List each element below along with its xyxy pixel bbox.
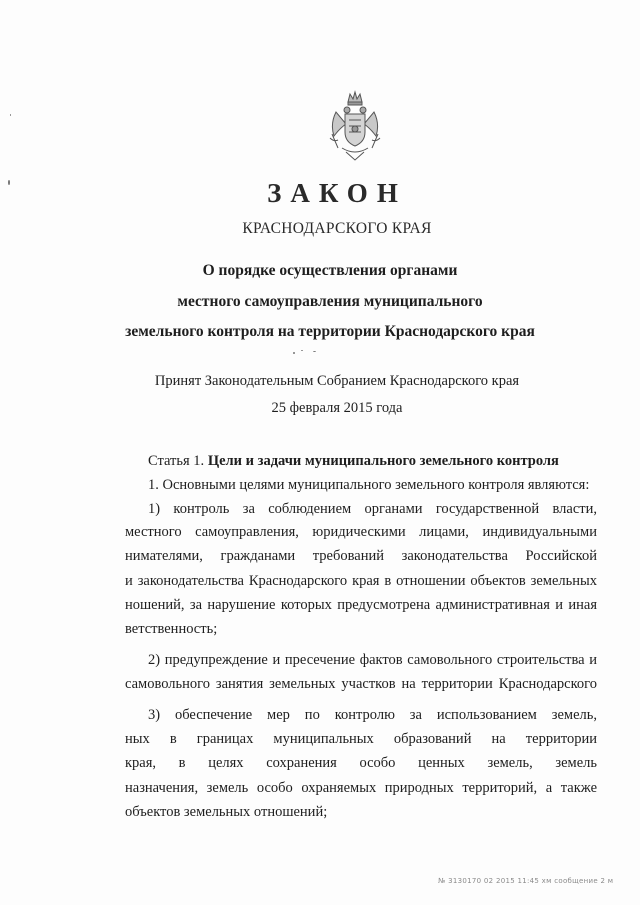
scan-speck (301, 350, 303, 351)
item-3-line: ных в границах муниципальных образований на территории (125, 731, 597, 747)
item-3-line: края, в целях сохранения особо ценных земель, земель (125, 755, 597, 771)
article-1-intro: 1. Основными целями муниципального земельного контроля являются: (148, 477, 590, 493)
item-3-line: назначения, земель особо охраняемых природных территорий, а также (125, 780, 597, 796)
article-1-prefix: Статья 1. (148, 453, 205, 469)
law-heading: ЗАКОН (267, 178, 407, 208)
item-1-line: 1) контроль за соблюдением органами государственной власти, (148, 501, 597, 517)
item-1-line: местного самоуправления, юридическими лицами, индивидуальными (125, 524, 597, 540)
item-1-line: ветственность; (125, 621, 218, 637)
item-3-line: объектов земельных отношений; (125, 804, 328, 820)
item-2-line: 2) предупреждение и пресечение фактов самовольного строительства и (148, 652, 597, 668)
adoption-date: 25 февраля 2015 года (271, 400, 403, 416)
item-1-line: и законодательства Краснодарского края в отношении объектов земельных (125, 573, 597, 589)
adoption-line-1: Принят Законодательным Собранием Краснодарского края (154, 373, 520, 389)
coat-of-arms-emblem (326, 88, 384, 164)
scan-speck (8, 180, 10, 185)
law-title-line-3: земельного контроля на территории Краснодарского края (125, 323, 535, 340)
item-1-line: ношений, за нарушение которых предусмотрена административная и иная (125, 597, 597, 613)
scan-speck (313, 351, 316, 352)
scan-speck (10, 114, 11, 116)
article-1-heading (148, 452, 559, 470)
item-3-line: 3) обеспечение мер по контролю за использованием земель, (148, 707, 597, 723)
region-heading: КРАСНОДАРСКОГО КРАЯ (242, 220, 432, 237)
scan-speck (293, 352, 295, 354)
item-1-line: нимателями, гражданами требований законодательства Российской (125, 548, 597, 564)
law-title-line-2: местного самоуправления муниципального (177, 293, 483, 310)
article-1-title: Цели и задачи муниципального земельного контроля (207, 453, 559, 469)
item-2-line: самовольного занятия земельных участков на территории Краснодарского (125, 676, 597, 692)
fax-footer: № 3130170 02 2015 11:45 хм сообщение 2 м (438, 877, 614, 885)
law-title-line-1: О порядке осуществления органами (202, 262, 458, 279)
